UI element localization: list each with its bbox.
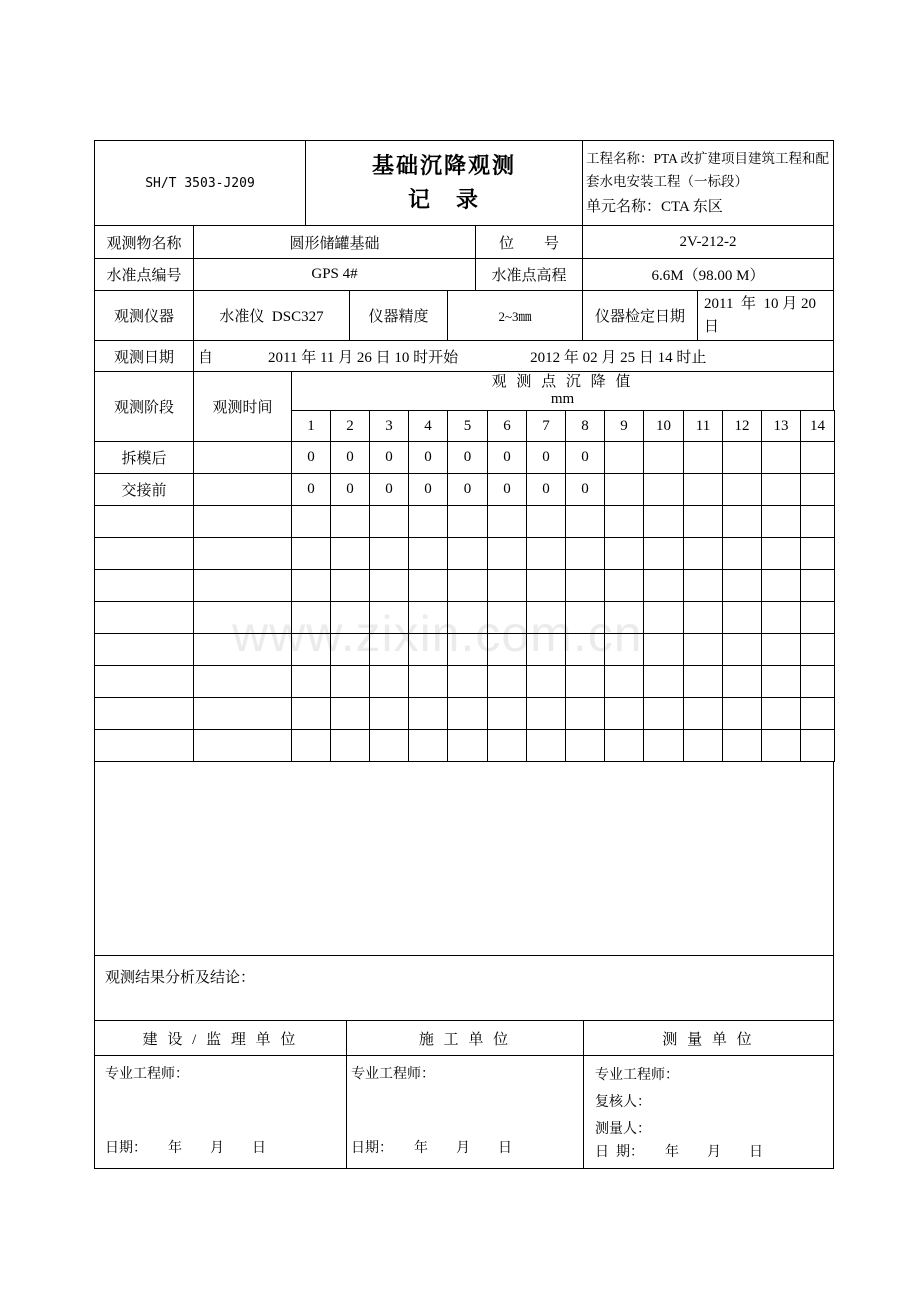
- settlement-value-cell[interactable]: [408, 633, 448, 666]
- settlement-value-cell[interactable]: 0: [408, 473, 448, 506]
- settlement-value-cell[interactable]: [526, 729, 566, 762]
- settlement-value-cell[interactable]: [604, 473, 644, 506]
- settlement-value-cell[interactable]: [800, 505, 835, 538]
- stage-cell[interactable]: 拆模后: [94, 441, 194, 474]
- position-value: 2V-212-2: [582, 225, 834, 259]
- calibration-date-label: 仪器检定日期: [582, 290, 698, 341]
- settlement-value-cell[interactable]: 0: [291, 473, 331, 506]
- settlement-value-cell[interactable]: [291, 537, 331, 570]
- time-cell[interactable]: [193, 633, 292, 666]
- settlement-value-cell[interactable]: [447, 569, 488, 602]
- settlement-value-cell[interactable]: [761, 569, 801, 602]
- project-info: [582, 140, 834, 226]
- object-value: 圆形储罐基础: [193, 225, 476, 259]
- time-cell[interactable]: [193, 505, 292, 538]
- settlement-value-cell[interactable]: [761, 665, 801, 698]
- values-header: [291, 371, 834, 411]
- point-header: 3: [369, 410, 409, 442]
- settlement-value-cell[interactable]: [447, 601, 488, 634]
- surveyor-label: 测量人：: [595, 1122, 651, 1137]
- settlement-value-cell[interactable]: [761, 729, 801, 762]
- date-label: 日期： 年 月 日: [105, 1141, 266, 1156]
- settlement-value-cell[interactable]: [800, 473, 835, 506]
- settlement-value-cell[interactable]: [800, 697, 835, 730]
- form-code: SH/T 3503-J209: [94, 140, 306, 226]
- settlement-value-cell[interactable]: [761, 601, 801, 634]
- settlement-value-cell[interactable]: [643, 601, 684, 634]
- engineer-label: 专业工程师：: [595, 1068, 679, 1083]
- point-header: 5: [447, 410, 488, 442]
- position-label: 位 号: [475, 225, 583, 259]
- benchmark-elevation-value: 6.6M（98.00 M）: [582, 258, 834, 291]
- time-cell[interactable]: [193, 665, 292, 698]
- stage-cell[interactable]: [94, 633, 194, 666]
- obs-date-value: [193, 340, 834, 372]
- settlement-value-cell[interactable]: [369, 601, 409, 634]
- settlement-value-cell[interactable]: [330, 601, 370, 634]
- values-unit: mm: [550, 391, 575, 407]
- settlement-value-cell[interactable]: [291, 729, 331, 762]
- title-line2: 记 录: [407, 187, 480, 212]
- settlement-value-cell[interactable]: [487, 505, 527, 538]
- settlement-value-cell[interactable]: [565, 633, 605, 666]
- benchmark-value: GPS 4#: [193, 258, 476, 291]
- settlement-value-cell[interactable]: [604, 569, 644, 602]
- point-header: 11: [683, 410, 723, 442]
- signoff-col1-header: 建 设 / 监 理 单 位: [94, 1020, 347, 1056]
- settlement-value-cell[interactable]: 0: [447, 441, 488, 474]
- time-cell[interactable]: [193, 729, 292, 762]
- settlement-value-cell[interactable]: [722, 569, 762, 602]
- point-header: 12: [722, 410, 762, 442]
- settlement-value-cell[interactable]: [369, 729, 409, 762]
- settlement-value-cell[interactable]: [369, 665, 409, 698]
- project-name: 工程名称：PTA 改扩建项目建筑工程和配套水电安装工程（一标段）: [586, 151, 830, 189]
- settlement-value-cell[interactable]: 0: [526, 473, 566, 506]
- settlement-value-cell[interactable]: 0: [408, 441, 448, 474]
- settlement-value-cell[interactable]: [722, 697, 762, 730]
- engineer-label: 专业工程师：: [105, 1067, 189, 1082]
- point-header: 2: [330, 410, 370, 442]
- date-start: 2011 年 11 月 26 日 10 时开始: [268, 349, 459, 366]
- settlement-value-cell[interactable]: [604, 601, 644, 634]
- settlement-value-cell[interactable]: [565, 729, 605, 762]
- form-title: [305, 140, 583, 226]
- settlement-value-cell[interactable]: [330, 633, 370, 666]
- unit-name: 单元名称：CTA 东区: [586, 199, 723, 215]
- settlement-value-cell[interactable]: [683, 473, 723, 506]
- settlement-value-cell[interactable]: [330, 537, 370, 570]
- settlement-value-cell[interactable]: 0: [369, 473, 409, 506]
- settlement-value-cell[interactable]: [643, 569, 684, 602]
- settlement-value-cell[interactable]: [683, 441, 723, 474]
- settlement-value-cell[interactable]: [408, 697, 448, 730]
- object-label: 观测物名称: [94, 225, 194, 259]
- settlement-value-cell[interactable]: [526, 665, 566, 698]
- settlement-value-cell[interactable]: [800, 665, 835, 698]
- settlement-value-cell[interactable]: [683, 569, 723, 602]
- settlement-value-cell[interactable]: [291, 633, 331, 666]
- settlement-value-cell[interactable]: [643, 729, 684, 762]
- settlement-value-cell[interactable]: [291, 569, 331, 602]
- benchmark-label: 水准点编号: [94, 258, 194, 291]
- settlement-value-cell[interactable]: [643, 633, 684, 666]
- date-end: 2012 年 02 月 25 日 14 时止: [530, 349, 707, 366]
- settlement-value-cell[interactable]: [565, 697, 605, 730]
- precision-label: 仪器精度: [349, 290, 448, 341]
- settlement-value-cell[interactable]: 0: [447, 473, 488, 506]
- settlement-value-cell[interactable]: [447, 537, 488, 570]
- settlement-value-cell[interactable]: [604, 665, 644, 698]
- settlement-value-cell[interactable]: [330, 729, 370, 762]
- settlement-value-cell[interactable]: [526, 569, 566, 602]
- point-header: 14: [800, 410, 835, 442]
- settlement-value-cell[interactable]: [447, 697, 488, 730]
- settlement-value-cell[interactable]: [369, 697, 409, 730]
- blank-area: [94, 761, 834, 956]
- benchmark-elevation-label: 水准点高程: [475, 258, 583, 291]
- settlement-value-cell[interactable]: [330, 697, 370, 730]
- time-cell[interactable]: [193, 441, 292, 474]
- time-cell[interactable]: [193, 601, 292, 634]
- settlement-value-cell[interactable]: [565, 665, 605, 698]
- settlement-value-cell[interactable]: [291, 697, 331, 730]
- point-header: 10: [643, 410, 684, 442]
- conclusion-field[interactable]: 观测结果分析及结论：: [94, 955, 834, 1021]
- settlement-value-cell[interactable]: [722, 633, 762, 666]
- point-header: 7: [526, 410, 566, 442]
- values-title: 观 测 点 沉 降 值: [491, 374, 634, 390]
- stage-cell[interactable]: [94, 569, 194, 602]
- settlement-value-cell[interactable]: [447, 665, 488, 698]
- time-cell[interactable]: [193, 473, 292, 506]
- signoff-col2-header: 施 工 单 位: [346, 1020, 584, 1056]
- settlement-value-cell[interactable]: [800, 729, 835, 762]
- settlement-value-cell[interactable]: [408, 537, 448, 570]
- date-label: 日 期： 年 月 日: [595, 1145, 763, 1160]
- settlement-value-cell[interactable]: [526, 505, 566, 538]
- settlement-value-cell[interactable]: [565, 537, 605, 570]
- settlement-value-cell[interactable]: [447, 633, 488, 666]
- settlement-value-cell[interactable]: [604, 441, 644, 474]
- stage-cell[interactable]: [94, 729, 194, 762]
- settlement-value-cell[interactable]: [800, 441, 835, 474]
- settlement-value-cell[interactable]: [565, 505, 605, 538]
- settlement-value-cell[interactable]: [722, 505, 762, 538]
- stage-header: 观测阶段: [94, 371, 194, 442]
- settlement-value-cell[interactable]: [408, 569, 448, 602]
- settlement-value-cell[interactable]: [800, 601, 835, 634]
- point-header: 8: [565, 410, 605, 442]
- settlement-value-cell[interactable]: 0: [291, 441, 331, 474]
- settlement-value-cell[interactable]: [722, 601, 762, 634]
- time-cell[interactable]: [193, 537, 292, 570]
- settlement-value-cell[interactable]: [369, 633, 409, 666]
- settlement-value-cell[interactable]: [604, 633, 644, 666]
- point-header: 1: [291, 410, 331, 442]
- settlement-value-cell[interactable]: [330, 665, 370, 698]
- signoff-col3[interactable]: [583, 1055, 834, 1169]
- settlement-value-cell[interactable]: [487, 729, 527, 762]
- settlement-value-cell[interactable]: [604, 697, 644, 730]
- settlement-value-cell[interactable]: [408, 665, 448, 698]
- stage-cell[interactable]: [94, 601, 194, 634]
- settlement-value-cell[interactable]: 0: [526, 441, 566, 474]
- stage-cell[interactable]: 交接前: [94, 473, 194, 506]
- settlement-value-cell[interactable]: [526, 601, 566, 634]
- settlement-value-cell[interactable]: [526, 633, 566, 666]
- settlement-value-cell[interactable]: [683, 697, 723, 730]
- instrument-value: 水准仪 DSC327: [193, 290, 350, 341]
- settlement-value-cell[interactable]: [369, 505, 409, 538]
- settlement-value-cell[interactable]: [643, 537, 684, 570]
- settlement-value-cell[interactable]: [291, 665, 331, 698]
- settlement-value-cell[interactable]: [683, 633, 723, 666]
- settlement-value-cell[interactable]: [408, 601, 448, 634]
- settlement-value-cell[interactable]: [487, 601, 527, 634]
- settlement-value-cell[interactable]: [722, 473, 762, 506]
- settlement-value-cell[interactable]: [683, 601, 723, 634]
- settlement-value-cell[interactable]: [487, 569, 527, 602]
- settlement-value-cell[interactable]: [330, 505, 370, 538]
- settlement-value-cell[interactable]: [604, 729, 644, 762]
- signoff-col1[interactable]: [94, 1055, 347, 1169]
- settlement-value-cell[interactable]: [487, 665, 527, 698]
- settlement-value-cell[interactable]: [722, 537, 762, 570]
- point-header: 6: [487, 410, 527, 442]
- settlement-value-cell[interactable]: [643, 505, 684, 538]
- stage-cell[interactable]: [94, 537, 194, 570]
- settlement-value-cell[interactable]: [722, 665, 762, 698]
- settlement-value-cell[interactable]: 0: [330, 473, 370, 506]
- settlement-value-cell[interactable]: [487, 633, 527, 666]
- settlement-value-cell[interactable]: 0: [565, 473, 605, 506]
- settlement-value-cell[interactable]: [643, 697, 684, 730]
- settlement-value-cell[interactable]: [369, 537, 409, 570]
- settlement-value-cell[interactable]: [722, 441, 762, 474]
- date-label: 日期： 年 月 日: [351, 1141, 512, 1156]
- settlement-value-cell[interactable]: [761, 473, 801, 506]
- time-cell[interactable]: [193, 697, 292, 730]
- stage-cell[interactable]: [94, 697, 194, 730]
- title-line1: 基础沉降观测: [371, 153, 516, 178]
- settlement-value-cell[interactable]: [643, 473, 684, 506]
- time-cell[interactable]: [193, 569, 292, 602]
- settlement-value-cell[interactable]: [683, 537, 723, 570]
- calibration-date-value: 2011 年 10 月 20 日: [697, 290, 834, 341]
- settlement-value-cell[interactable]: [487, 697, 527, 730]
- point-header: 4: [408, 410, 448, 442]
- settlement-value-cell[interactable]: [683, 665, 723, 698]
- settlement-value-cell[interactable]: [604, 537, 644, 570]
- settlement-value-cell[interactable]: [408, 505, 448, 538]
- settlement-value-cell[interactable]: 0: [487, 473, 527, 506]
- settlement-value-cell[interactable]: [800, 569, 835, 602]
- settlement-value-cell[interactable]: [800, 633, 835, 666]
- settlement-value-cell[interactable]: [369, 569, 409, 602]
- settlement-value-cell[interactable]: [565, 601, 605, 634]
- obs-date-label: 观测日期: [94, 340, 194, 372]
- settlement-value-cell[interactable]: [526, 537, 566, 570]
- settlement-value-cell[interactable]: 0: [565, 441, 605, 474]
- settlement-value-cell[interactable]: [330, 569, 370, 602]
- settlement-value-cell[interactable]: 0: [369, 441, 409, 474]
- settlement-value-cell[interactable]: [683, 729, 723, 762]
- settlement-value-cell[interactable]: [761, 505, 801, 538]
- point-header: 9: [604, 410, 644, 442]
- point-header: 13: [761, 410, 801, 442]
- reviewer-label: 复核人：: [595, 1095, 651, 1110]
- settlement-value-cell[interactable]: [761, 537, 801, 570]
- settlement-value-cell[interactable]: 0: [330, 441, 370, 474]
- time-header: 观测时间: [193, 371, 292, 442]
- settlement-value-cell[interactable]: [487, 537, 527, 570]
- settlement-value-cell[interactable]: [447, 505, 488, 538]
- settlement-value-cell[interactable]: [291, 601, 331, 634]
- settlement-value-cell[interactable]: 0: [487, 441, 527, 474]
- settlement-value-cell[interactable]: [291, 505, 331, 538]
- settlement-value-cell[interactable]: [761, 697, 801, 730]
- settlement-value-cell[interactable]: [447, 729, 488, 762]
- watermark: www.zixin.com.cn: [232, 606, 643, 662]
- settlement-value-cell[interactable]: [761, 441, 801, 474]
- settlement-value-cell[interactable]: [722, 729, 762, 762]
- stage-cell[interactable]: [94, 505, 194, 538]
- settlement-value-cell[interactable]: [408, 729, 448, 762]
- settlement-value-cell[interactable]: [526, 697, 566, 730]
- signoff-col3-header: 测 量 单 位: [583, 1020, 834, 1056]
- settlement-value-cell[interactable]: [683, 505, 723, 538]
- instrument-label: 观测仪器: [94, 290, 194, 341]
- precision-value: 2~3㎜: [447, 290, 583, 341]
- settlement-value-cell[interactable]: [643, 441, 684, 474]
- settlement-value-cell[interactable]: [761, 633, 801, 666]
- settlement-value-cell[interactable]: [800, 537, 835, 570]
- settlement-value-cell[interactable]: [604, 505, 644, 538]
- signoff-col2[interactable]: [346, 1055, 584, 1169]
- date-from: 自: [198, 349, 214, 366]
- stage-cell[interactable]: [94, 665, 194, 698]
- settlement-value-cell[interactable]: [565, 569, 605, 602]
- settlement-value-cell[interactable]: [643, 665, 684, 698]
- engineer-label: 专业工程师：: [351, 1067, 435, 1082]
